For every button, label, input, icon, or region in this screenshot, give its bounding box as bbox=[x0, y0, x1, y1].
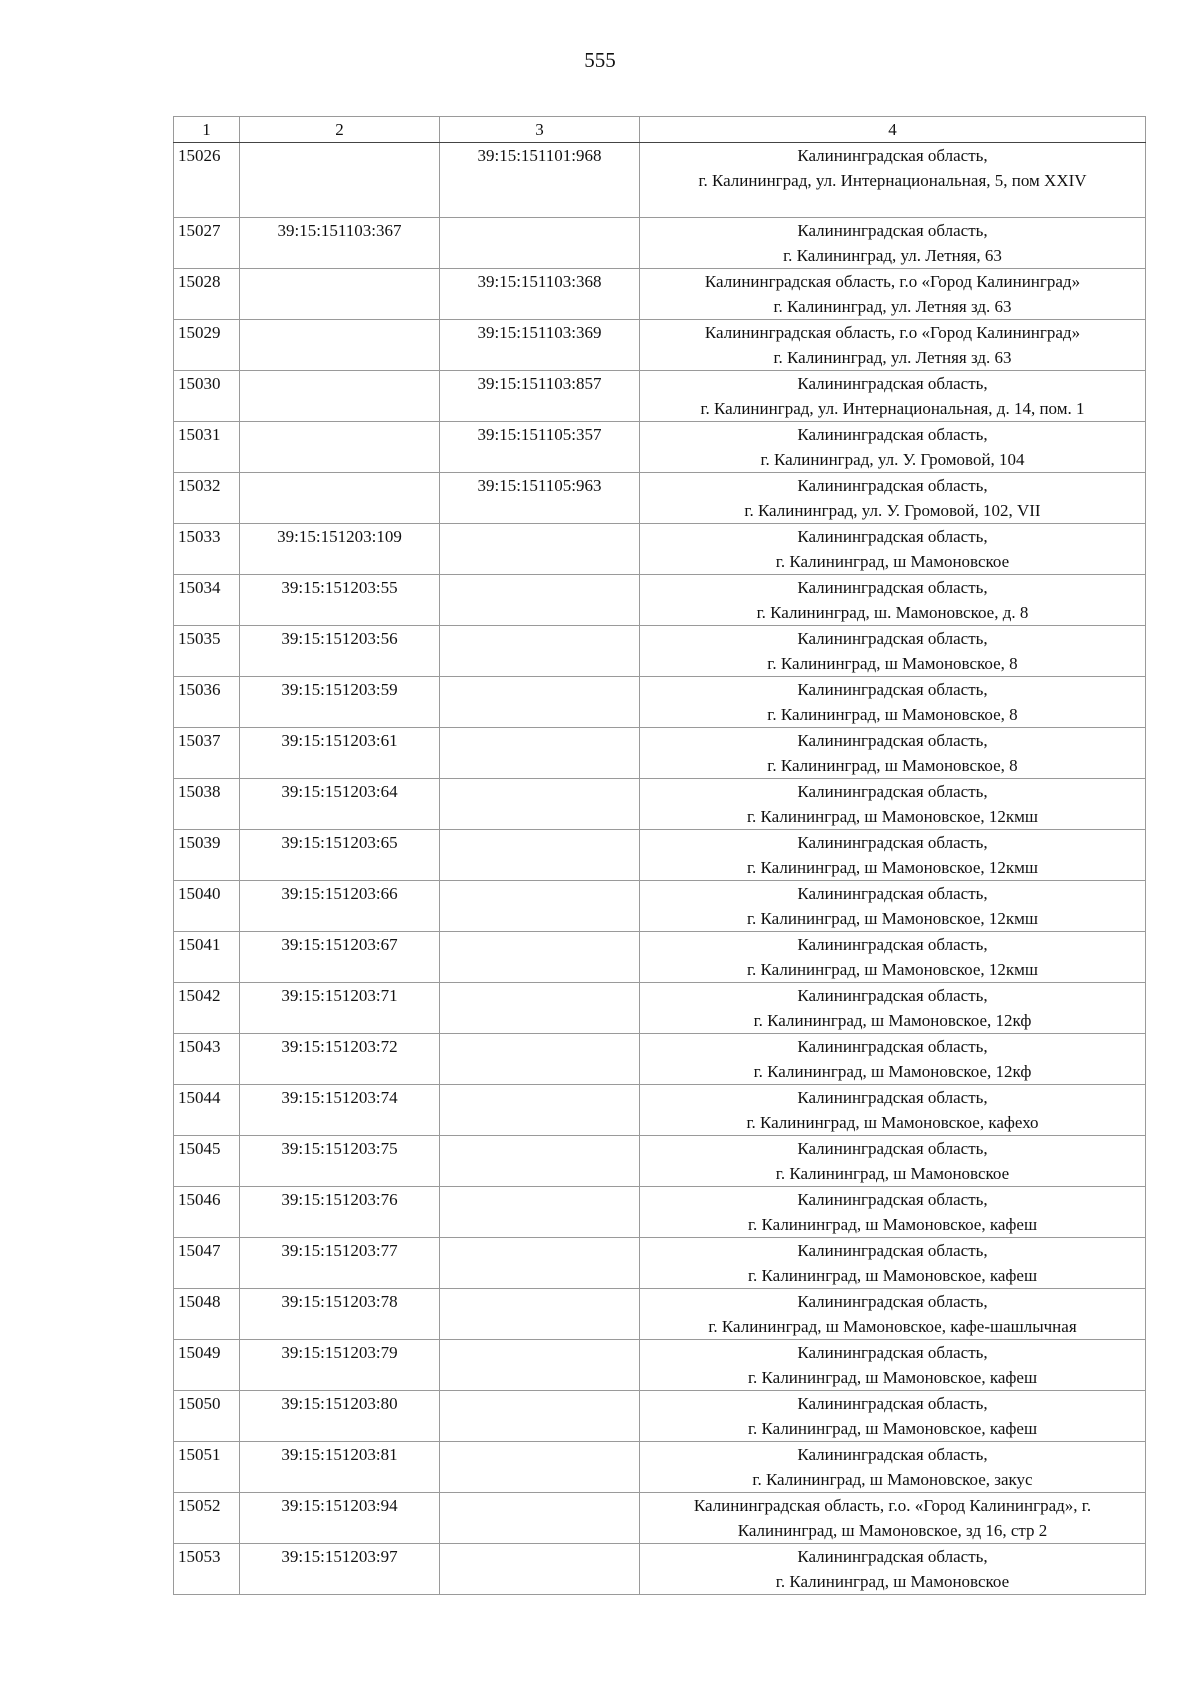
address-line: г. Калининград, ш Мамоновское, 12кмш bbox=[747, 858, 1038, 877]
cadastral-number-col3-cell: 39:15:151103:857 bbox=[440, 371, 640, 422]
address-line: г. Калининград, ул. У. Громовой, 104 bbox=[760, 450, 1025, 469]
header-cell-2: 2 bbox=[240, 117, 440, 143]
row-number-cell: 15034 bbox=[174, 575, 240, 626]
address-line: Калининградская область, bbox=[797, 1445, 988, 1464]
row-number-cell: 15029 bbox=[174, 320, 240, 371]
table-header bbox=[174, 117, 1146, 143]
address-line: г. Калининград, ш Мамоновское, 12кмш bbox=[747, 960, 1038, 979]
table-row bbox=[174, 371, 1146, 422]
address-cell bbox=[640, 1493, 1146, 1544]
cadastral-number-col3-cell bbox=[440, 524, 640, 575]
table-row bbox=[174, 728, 1146, 779]
row-number-cell: 15045 bbox=[174, 1136, 240, 1187]
address-line: Калининградская область, г.о «Город Калининград» bbox=[704, 272, 1081, 291]
address-line: г. Калининград, ш Мамоновское bbox=[775, 1572, 1010, 1591]
address-cell bbox=[640, 1085, 1146, 1136]
address-line: Калининградская область, bbox=[797, 833, 988, 852]
address-line: Калининградская область, bbox=[797, 1088, 988, 1107]
cadastral-number-col3-cell bbox=[440, 575, 640, 626]
cadastral-number-col2-cell bbox=[240, 371, 440, 422]
row-number-cell: 15051 bbox=[174, 1442, 240, 1493]
table-row bbox=[174, 626, 1146, 677]
cadastral-number-col3-cell bbox=[440, 677, 640, 728]
row-number-cell: 15050 bbox=[174, 1391, 240, 1442]
address-line: г. Калининград, ш Мамоновское, кафеш bbox=[747, 1419, 1038, 1438]
address-cell bbox=[640, 320, 1146, 371]
address-line: Калининградская область, bbox=[797, 1190, 988, 1209]
cadastral-number-col3-cell: 39:15:151103:369 bbox=[440, 320, 640, 371]
address-cell bbox=[640, 1391, 1146, 1442]
header-cell-4: 4 bbox=[640, 117, 1146, 143]
table-row bbox=[174, 1238, 1146, 1289]
table-body bbox=[174, 143, 1146, 1595]
cadastral-number-col3-cell bbox=[440, 1544, 640, 1595]
address-line: г. Калининград, ш. Мамоновское, д. 8 bbox=[756, 603, 1029, 622]
table-row bbox=[174, 524, 1146, 575]
cadastral-number-col3-cell bbox=[440, 1340, 640, 1391]
address-line: Калининградская область, bbox=[797, 1241, 988, 1260]
cadastral-number-col3-cell bbox=[440, 1289, 640, 1340]
table-row bbox=[174, 1034, 1146, 1085]
cadastral-number-col2-cell: 39:15:151203:80 bbox=[240, 1391, 440, 1442]
table-row bbox=[174, 218, 1146, 269]
cadastral-number-col3-cell: 39:15:151101:968 bbox=[440, 143, 640, 218]
address-line: г. Калининград, ш Мамоновское, кафеш bbox=[747, 1368, 1038, 1387]
cadastral-number-col3-cell bbox=[440, 1391, 640, 1442]
address-line: Калининградская область, bbox=[797, 1394, 988, 1413]
cadastral-number-col3-cell bbox=[440, 626, 640, 677]
cadastral-number-col3-cell bbox=[440, 218, 640, 269]
address-cell bbox=[640, 269, 1146, 320]
row-number-cell: 15044 bbox=[174, 1085, 240, 1136]
address-line: Калининградская область, bbox=[797, 1292, 988, 1311]
cadastral-number-col3-cell bbox=[440, 1187, 640, 1238]
cadastral-number-col2-cell bbox=[240, 269, 440, 320]
address-line: Калининградская область, bbox=[797, 221, 988, 240]
address-line: Калининградская область, г.о. «Город Калининград», г. bbox=[693, 1496, 1092, 1515]
address-line: г. Калининград, ул. У. Громовой, 102, VII bbox=[744, 501, 1041, 520]
cadastral-number-col3-cell bbox=[440, 1238, 640, 1289]
table-row bbox=[174, 1544, 1146, 1595]
cadastral-number-col2-cell bbox=[240, 422, 440, 473]
address-line: г. Калининград, ш Мамоновское, 8 bbox=[767, 654, 1018, 673]
cadastral-number-col2-cell: 39:15:151203:65 bbox=[240, 830, 440, 881]
address-line: Калининградская область, bbox=[797, 146, 988, 165]
table-row bbox=[174, 830, 1146, 881]
row-number-cell: 15039 bbox=[174, 830, 240, 881]
address-cell bbox=[640, 983, 1146, 1034]
address-cell bbox=[640, 218, 1146, 269]
address-line: г. Калининград, ул. Летняя зд. 63 bbox=[773, 348, 1012, 367]
address-line: Калининградская область, bbox=[797, 425, 988, 444]
cadastral-number-col3-cell bbox=[440, 728, 640, 779]
address-line: г. Калининград, ш Мамоновское, кафе-шашлычная bbox=[708, 1317, 1077, 1336]
table-row bbox=[174, 1136, 1146, 1187]
row-number-cell: 15028 bbox=[174, 269, 240, 320]
address-cell bbox=[640, 422, 1146, 473]
address-line: г. Калининград, ш Мамоновское, кафехо bbox=[746, 1113, 1039, 1132]
address-cell bbox=[640, 881, 1146, 932]
row-number-cell: 15042 bbox=[174, 983, 240, 1034]
address-line: г. Калининград, ш Мамоновское, 12кф bbox=[753, 1011, 1032, 1030]
row-number-cell: 15052 bbox=[174, 1493, 240, 1544]
address-line: г. Калининград, ш Мамоновское, кафеш bbox=[747, 1215, 1038, 1234]
cadastral-number-col2-cell bbox=[240, 473, 440, 524]
cadastral-number-col2-cell: 39:15:151203:56 bbox=[240, 626, 440, 677]
address-cell bbox=[640, 143, 1146, 218]
address-cell bbox=[640, 728, 1146, 779]
address-line: г. Калининград, ул. Летняя зд. 63 bbox=[773, 297, 1012, 316]
table-row bbox=[174, 143, 1146, 218]
cadastral-number-col2-cell: 39:15:151203:59 bbox=[240, 677, 440, 728]
row-number-cell: 15037 bbox=[174, 728, 240, 779]
address-line: г. Калининград, ш Мамоновское, закус bbox=[752, 1470, 1033, 1489]
address-line: г. Калининград, ш Мамоновское, 12кмш bbox=[747, 807, 1038, 826]
address-cell bbox=[640, 830, 1146, 881]
row-number-cell: 15049 bbox=[174, 1340, 240, 1391]
cadastral-number-col2-cell: 39:15:151203:66 bbox=[240, 881, 440, 932]
table-row bbox=[174, 320, 1146, 371]
row-number-cell: 15032 bbox=[174, 473, 240, 524]
address-line: Калининградская область, bbox=[797, 884, 988, 903]
cadastral-number-col2-cell bbox=[240, 143, 440, 218]
table-row bbox=[174, 677, 1146, 728]
address-line: г. Калининград, ш Мамоновское, 12кф bbox=[753, 1062, 1032, 1081]
table-row bbox=[174, 881, 1146, 932]
address-cell bbox=[640, 1187, 1146, 1238]
address-line: г. Калининград, ш Мамоновское, кафеш bbox=[747, 1266, 1038, 1285]
cadastral-number-col2-cell: 39:15:151203:72 bbox=[240, 1034, 440, 1085]
table-row bbox=[174, 1085, 1146, 1136]
address-line: Калининградская область, bbox=[797, 1139, 988, 1158]
address-cell bbox=[640, 371, 1146, 422]
cadastral-number-col3-cell: 39:15:151105:963 bbox=[440, 473, 640, 524]
cadastral-number-col2-cell: 39:15:151203:71 bbox=[240, 983, 440, 1034]
address-cell bbox=[640, 524, 1146, 575]
address-cell bbox=[640, 1238, 1146, 1289]
table-row bbox=[174, 575, 1146, 626]
cadastral-number-col2-cell bbox=[240, 320, 440, 371]
address-line: Калининград, ш Мамоновское, зд 16, стр 2 bbox=[737, 1521, 1048, 1540]
address-cell bbox=[640, 1136, 1146, 1187]
cadastral-number-col3-cell bbox=[440, 1136, 640, 1187]
table-row bbox=[174, 269, 1146, 320]
row-number-cell: 15030 bbox=[174, 371, 240, 422]
address-line: Калининградская область, bbox=[797, 935, 988, 954]
address-cell bbox=[640, 1340, 1146, 1391]
page-number: 555 bbox=[584, 48, 616, 72]
table-row bbox=[174, 1493, 1146, 1544]
cadastral-number-col2-cell: 39:15:151203:78 bbox=[240, 1289, 440, 1340]
address-line: г. Калининград, ул. Летняя, 63 bbox=[783, 246, 1002, 265]
header-cell-1: 1 bbox=[174, 117, 240, 143]
row-number-cell: 15027 bbox=[174, 218, 240, 269]
address-line: г. Калининград, ш Мамоновское, 8 bbox=[767, 756, 1018, 775]
address-cell bbox=[640, 1289, 1146, 1340]
row-number-cell: 15043 bbox=[174, 1034, 240, 1085]
address-line: Калининградская область, bbox=[797, 629, 988, 648]
cadastral-number-col3-cell: 39:15:151103:368 bbox=[440, 269, 640, 320]
address-cell bbox=[640, 932, 1146, 983]
cadastral-number-col2-cell: 39:15:151203:61 bbox=[240, 728, 440, 779]
table-row bbox=[174, 1442, 1146, 1493]
row-number-cell: 15041 bbox=[174, 932, 240, 983]
row-number-cell: 15035 bbox=[174, 626, 240, 677]
address-line: г. Калининград, ш Мамоновское, 12кмш bbox=[747, 909, 1038, 928]
header-row bbox=[174, 117, 1146, 143]
address-cell bbox=[640, 1544, 1146, 1595]
cadastral-number-col2-cell: 39:15:151203:67 bbox=[240, 932, 440, 983]
cadastral-number-col2-cell: 39:15:151203:109 bbox=[240, 524, 440, 575]
cadastral-number-col3-cell bbox=[440, 1442, 640, 1493]
address-line: Калининградская область, bbox=[797, 1037, 988, 1056]
address-line: г. Калининград, ш Мамоновское bbox=[775, 1164, 1010, 1183]
table-row bbox=[174, 1340, 1146, 1391]
table-row bbox=[174, 422, 1146, 473]
address-line: г. Калининград, ш Мамоновское bbox=[775, 552, 1010, 571]
address-line: Калининградская область, bbox=[797, 1343, 988, 1362]
cadastral-number-col2-cell: 39:15:151203:74 bbox=[240, 1085, 440, 1136]
cadastral-number-col3-cell bbox=[440, 1493, 640, 1544]
cadastral-number-col2-cell: 39:15:151203:76 bbox=[240, 1187, 440, 1238]
cadastral-number-col3-cell bbox=[440, 830, 640, 881]
address-cell bbox=[640, 779, 1146, 830]
address-line: Калининградская область, bbox=[797, 680, 988, 699]
row-number-cell: 15026 bbox=[174, 143, 240, 218]
cadastral-number-col2-cell: 39:15:151203:81 bbox=[240, 1442, 440, 1493]
cadastral-number-col3-cell bbox=[440, 1085, 640, 1136]
address-cell bbox=[640, 1034, 1146, 1085]
cadastral-number-col2-cell: 39:15:151203:64 bbox=[240, 779, 440, 830]
address-cell bbox=[640, 626, 1146, 677]
row-number-cell: 15053 bbox=[174, 1544, 240, 1595]
registry-table bbox=[173, 116, 1146, 1595]
cadastral-number-col2-cell: 39:15:151203:77 bbox=[240, 1238, 440, 1289]
address-line: г. Калининград, ш Мамоновское, 8 bbox=[767, 705, 1018, 724]
address-line: Калининградская область, bbox=[797, 527, 988, 546]
table-row bbox=[174, 1289, 1146, 1340]
address-line: Калининградская область, bbox=[797, 476, 988, 495]
cadastral-number-col2-cell: 39:15:151203:79 bbox=[240, 1340, 440, 1391]
cadastral-number-col3-cell bbox=[440, 1034, 640, 1085]
row-number-cell: 15038 bbox=[174, 779, 240, 830]
address-line: Калининградская область, г.о «Город Калининград» bbox=[704, 323, 1081, 342]
address-cell bbox=[640, 1442, 1146, 1493]
cadastral-number-col3-cell: 39:15:151105:357 bbox=[440, 422, 640, 473]
address-line: г. Калининград, ул. Интернациональная, 5, пом XXIV bbox=[698, 171, 1087, 190]
table-row bbox=[174, 983, 1146, 1034]
cadastral-number-col3-cell bbox=[440, 932, 640, 983]
address-cell bbox=[640, 575, 1146, 626]
table-row bbox=[174, 1391, 1146, 1442]
address-line: Калининградская область, bbox=[797, 1547, 988, 1566]
table-row bbox=[174, 1187, 1146, 1238]
address-line: Калининградская область, bbox=[797, 782, 988, 801]
cadastral-number-col2-cell: 39:15:151203:94 bbox=[240, 1493, 440, 1544]
address-line: Калининградская область, bbox=[797, 986, 988, 1005]
row-number-cell: 15036 bbox=[174, 677, 240, 728]
cadastral-number-col2-cell: 39:15:151203:97 bbox=[240, 1544, 440, 1595]
cadastral-number-col3-cell bbox=[440, 779, 640, 830]
address-line: Калининградская область, bbox=[797, 374, 988, 393]
cadastral-number-col2-cell: 39:15:151203:75 bbox=[240, 1136, 440, 1187]
row-number-cell: 15046 bbox=[174, 1187, 240, 1238]
address-line: Калининградская область, bbox=[797, 578, 988, 597]
cadastral-number-col2-cell: 39:15:151203:55 bbox=[240, 575, 440, 626]
table-row bbox=[174, 779, 1146, 830]
cadastral-number-col2-cell: 39:15:151103:367 bbox=[240, 218, 440, 269]
cadastral-number-col3-cell bbox=[440, 983, 640, 1034]
table-row bbox=[174, 932, 1146, 983]
row-number-cell: 15047 bbox=[174, 1238, 240, 1289]
address-cell bbox=[640, 473, 1146, 524]
row-number-cell: 15033 bbox=[174, 524, 240, 575]
row-number-cell: 15048 bbox=[174, 1289, 240, 1340]
address-cell bbox=[640, 677, 1146, 728]
row-number-cell: 15040 bbox=[174, 881, 240, 932]
address-line: г. Калининград, ул. Интернациональная, д. 14, пом. 1 bbox=[700, 399, 1085, 418]
cadastral-number-col3-cell bbox=[440, 881, 640, 932]
row-number-cell: 15031 bbox=[174, 422, 240, 473]
table-row bbox=[174, 473, 1146, 524]
header-cell-3: 3 bbox=[440, 117, 640, 143]
address-line: Калининградская область, bbox=[797, 731, 988, 750]
